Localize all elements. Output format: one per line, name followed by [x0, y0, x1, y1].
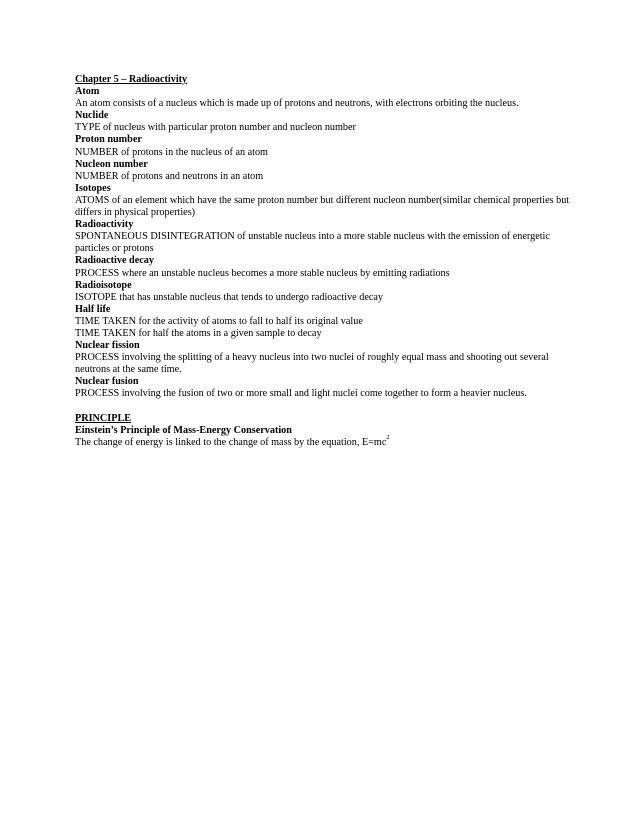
term-radioisotope: Radioisotope [75, 279, 132, 291]
definition-nuclide: TYPE of nucleus with particular proton number and nucleon number [75, 122, 356, 134]
entry-nuclear-fusion [75, 376, 570, 400]
term-half-life: Half life [75, 303, 111, 315]
entry-atom [75, 86, 570, 110]
term-nucleon-number: Nucleon number [75, 158, 148, 170]
principle-text-line [75, 434, 570, 449]
definition-nuclear-fission: PROCESS involving the splitting of a heavy nucleus into two nuclei of roughly equal mass and shooting out several neutrons at the same time. [75, 352, 549, 376]
term-nuclear-fission: Nuclear fission [75, 340, 140, 352]
definition-nucleon-number: NUMBER of protons and neutrons in an atom [75, 170, 264, 182]
principle-text: The change of energy is linked to the change of mass by the equation, E=mc [75, 436, 387, 448]
definition-half-life-alt: TIME TAKEN for half the atoms in a given sample to decay [75, 327, 322, 339]
definition-radioactivity: SPONTANEOUS DISINTEGRATION of unstable nucleus into a more stable nucleus with the emission of energetic particles or protons [75, 231, 550, 255]
entry-isotopes [75, 183, 570, 219]
definition-radioisotope: ISOTOPE that has unstable nucleus that tends to undergo radioactive decay [75, 291, 384, 303]
term-radioactive-decay: Radioactive decay [75, 255, 154, 267]
definition-radioactive-decay: PROCESS where an unstable nucleus becomes a more stable nucleus by emitting radiations [75, 267, 450, 279]
term-nuclear-fusion: Nuclear fusion [75, 376, 139, 388]
entry-proton-number [75, 134, 570, 158]
entry-radioactive-decay [75, 255, 570, 279]
principle-title: Einstein’s Principle of Mass-Energy Conservation [75, 424, 292, 436]
term-isotopes: Isotopes [75, 182, 111, 194]
entry-nuclear-fission [75, 340, 570, 376]
term-radioactivity: Radioactivity [75, 219, 134, 231]
entry-half-life [75, 304, 570, 340]
principle-section [75, 413, 570, 449]
entry-nucleon-number [75, 159, 570, 183]
principle-heading: PRINCIPLE [75, 412, 132, 424]
entry-radioisotope [75, 280, 570, 304]
document-page [75, 74, 570, 449]
term-nuclide: Nuclide [75, 110, 109, 122]
entry-radioactivity [75, 219, 570, 255]
principle-superscript: 2 [386, 434, 390, 442]
definition-atom: An atom consists of a nucleus which is made up of protons and neutrons, with electrons orbiting the nucleus. [75, 98, 519, 110]
chapter-title: Chapter 5 – Radioactivity [75, 74, 188, 85]
term-proton-number: Proton number [75, 134, 142, 146]
entry-nuclide [75, 110, 570, 134]
term-atom: Atom [75, 86, 100, 98]
definition-half-life: TIME TAKEN for the activity of atoms to fall to half its original value [75, 315, 363, 327]
definition-proton-number: NUMBER of protons in the nucleus of an atom [75, 146, 268, 158]
definition-nuclear-fusion: PROCESS involving the fusion of two or more small and light nuclei come together to form a heavier nucleus. [75, 388, 527, 400]
section-spacer [75, 401, 570, 413]
definition-isotopes: ATOMS of an element which have the same proton number but different nucleon number(similar chemical properties but differs in physical properties) [75, 194, 570, 219]
